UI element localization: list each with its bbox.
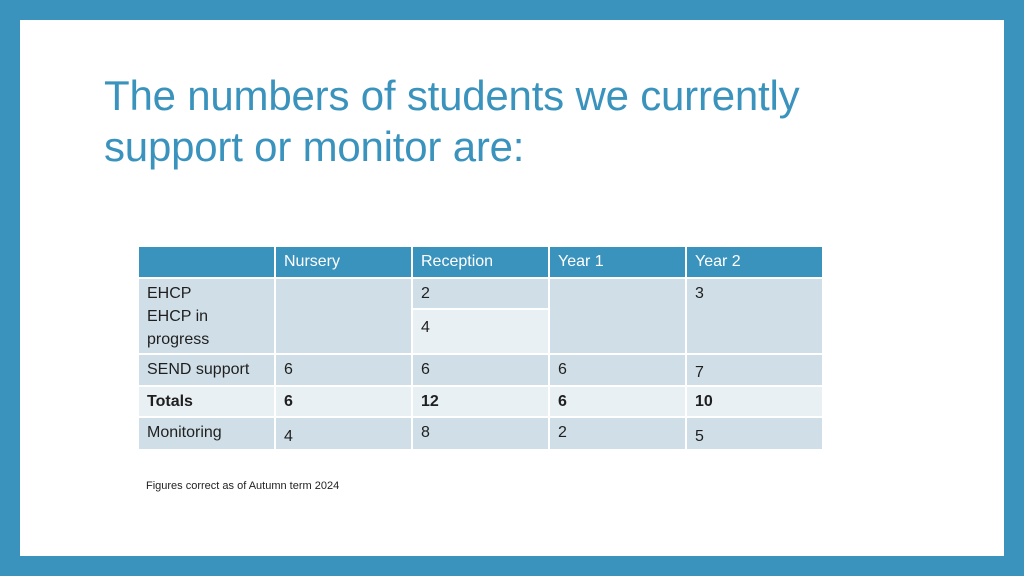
title-line-2: support or monitor are:	[104, 123, 525, 170]
title-line-1: The numbers of students we currently	[104, 72, 800, 119]
ehcp-year2: 3	[687, 279, 822, 353]
students-table	[139, 247, 822, 449]
ehcp-reception: 2	[413, 279, 548, 308]
ehcp-label: EHCP	[147, 285, 192, 302]
header-year1: Year 1	[550, 247, 685, 277]
row-label-send-support: SEND support	[139, 355, 274, 385]
header-empty	[139, 247, 274, 277]
totals-year2: 10	[687, 387, 822, 416]
monitoring-year2: 5	[687, 418, 822, 449]
send-support-year1: 6	[550, 355, 685, 385]
slide	[20, 20, 1004, 556]
totals-year1: 6	[550, 387, 685, 416]
totals-nursery: 6	[276, 387, 411, 416]
monitoring-reception: 8	[413, 418, 548, 449]
monitoring-nursery: 4	[276, 418, 411, 449]
row-label-ehcp	[139, 279, 274, 353]
send-support-nursery: 6	[276, 355, 411, 385]
ehcp-in-progress-reception: 4	[413, 310, 548, 353]
monitoring-year1: 2	[550, 418, 685, 449]
send-support-reception: 6	[413, 355, 548, 385]
row-label-monitoring: Monitoring	[139, 418, 274, 449]
header-reception: Reception	[413, 247, 548, 277]
send-support-year2: 7	[687, 355, 822, 385]
header-year2: Year 2	[687, 247, 822, 277]
ehcp-in-progress-label-1: EHCP in	[147, 308, 209, 325]
slide-title	[104, 70, 924, 172]
totals-reception: 12	[413, 387, 548, 416]
row-label-totals: Totals	[139, 387, 274, 416]
header-nursery: Nursery	[276, 247, 411, 277]
ehcp-nursery	[276, 279, 411, 353]
ehcp-in-progress-label-2: progress	[147, 331, 210, 348]
footnote: Figures correct as of Autumn term 2024	[146, 480, 340, 492]
ehcp-year1	[550, 279, 685, 353]
